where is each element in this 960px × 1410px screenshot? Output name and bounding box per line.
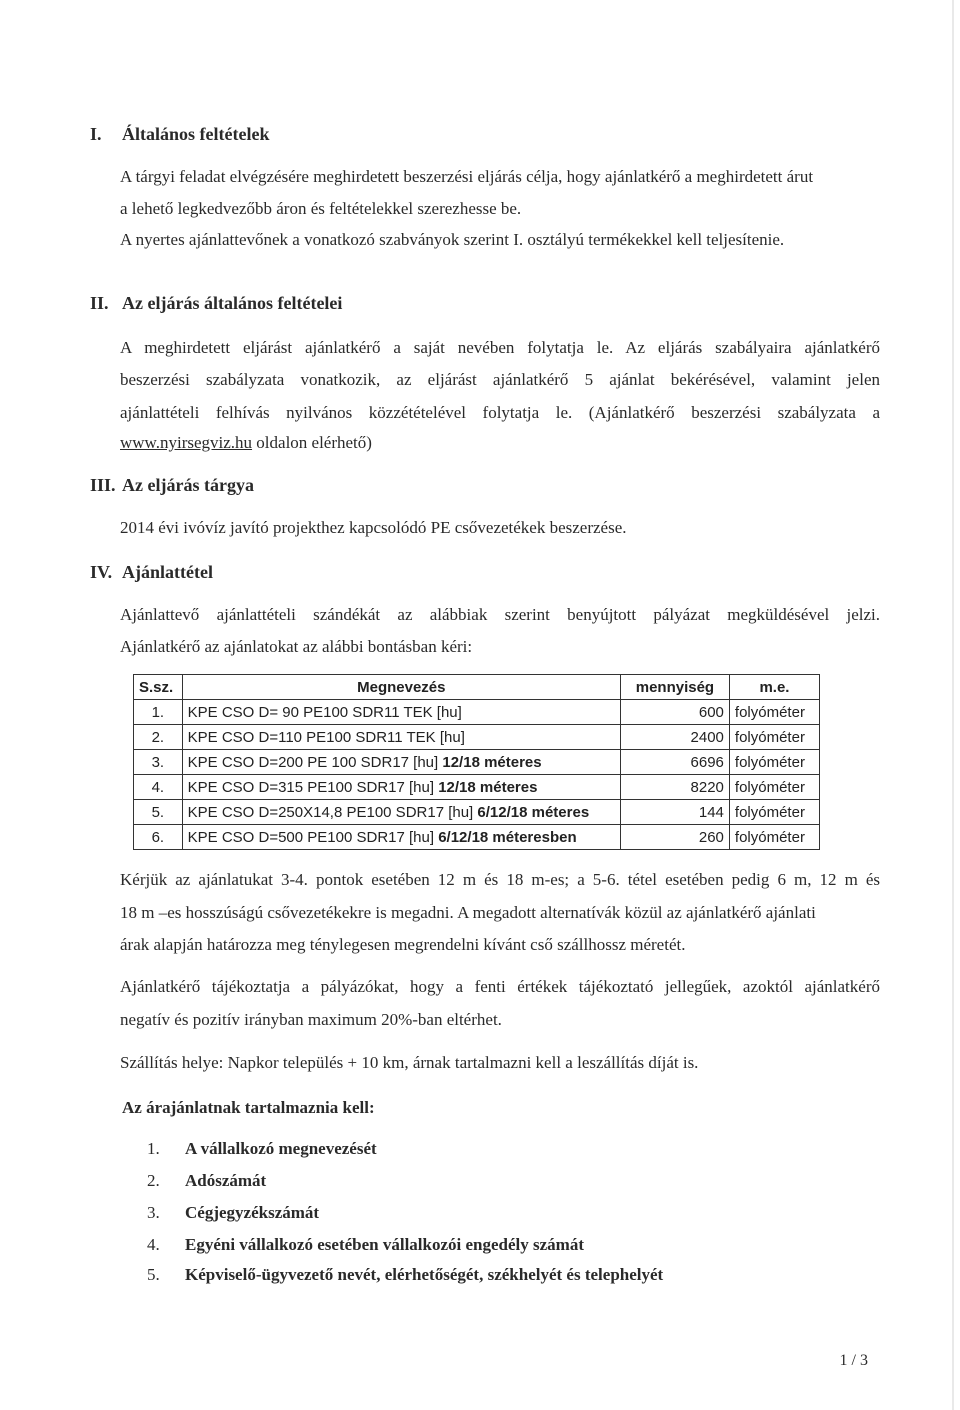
req-text: Cégjegyzékszámát [185,1203,320,1222]
row-name-text: KPE CSO D=315 PE100 SDR17 [hu] [187,778,439,796]
row-qty: 260 [620,825,729,850]
section-4-line-2: Ajánlatkérő az ajánlatokat az alábbi bontásban kéri: [120,637,473,656]
row-no: 6. [134,825,183,850]
req-text: A vállalkozó megnevezését [185,1139,377,1158]
row-name-bold: 12/18 méteres [442,753,542,771]
row-name [182,825,620,850]
row-qty: 144 [620,800,729,825]
row-unit: folyóméter [729,700,819,725]
section-4-line-1: Ajánlattevő ajánlattételi szándékát az alábbiak szerint benyújtott pályázat megküldésével jelzi. [120,605,880,624]
table-row [134,725,820,750]
row-name-text: KPE CSO D=110 PE100 SDR11 TEK [hu] [187,728,465,746]
row-no: 1. [134,700,183,725]
req-text: Egyéni vállalkozó esetében vállalkozói engedély számát [185,1235,584,1254]
row-unit: folyóméter [729,725,819,750]
row-name [182,700,620,725]
requirements-title: Az árajánlatnak tartalmaznia kell: [122,1098,375,1117]
row-unit: folyóméter [729,825,819,850]
req-number: 3. [147,1203,160,1222]
header-qty: mennyiség [620,675,729,700]
row-no: 2. [134,725,183,750]
table-header-row [134,675,820,700]
row-name-text: KPE CSO D= 90 PE100 SDR11 TEK [hu] [187,703,462,721]
section-3-number: III. [90,475,116,495]
row-unit: folyóméter [729,750,819,775]
para-1-line-1: Kérjük az ajánlatukat 3-4. pontok esetében 12 m és 18 m-es; a 5-6. tétel esetében pedig 6 m, 12 m és [120,870,880,889]
website-link[interactable]: www.nyirsegviz.hu [120,433,253,452]
header-name: Megnevezés [182,675,620,700]
section-1-line-1: A tárgyi feladat elvégzésére meghirdetett beszerzési eljárás célja, hogy ajánlatkérő a meghirdetett árut [120,167,814,186]
row-unit: folyóméter [729,775,819,800]
row-name [182,725,620,750]
page-edge [952,0,954,1410]
para-2-line-1: Ajánlatkérő tájékoztatja a pályázókat, hogy a fenti értékek tájékoztató jellegűek, azoktól ajánlatkérő [120,977,880,996]
req-number: 2. [147,1171,160,1190]
section-2-line-1: A meghirdetett eljárást ajánlatkérő a saját nevében folytatja le. Az eljárás szabályaira ajánlatkérő [120,338,880,357]
req-text: Adószámát [185,1171,267,1190]
para-1-line-2: 18 m –es hosszúságú csővezetékekre is megadni. A megadott alternatívák közül az ajánlatkérő ajánlati [120,903,816,922]
row-name [182,775,620,800]
req-number: 1. [147,1139,160,1158]
row-no: 3. [134,750,183,775]
row-name-bold: 6/12/18 méteres [477,803,590,821]
section-3-line-1: 2014 évi ivóvíz javító projekthez kapcsolódó PE csővezetékek beszerzése. [120,518,627,537]
row-name-bold: 6/12/18 méteresben [438,828,577,846]
page-number: 1 / 3 [839,1352,868,1369]
header-unit: m.e. [729,675,819,700]
req-number: 4. [147,1235,160,1254]
row-name-text: KPE CSO D=500 PE100 SDR17 [hu] [187,828,439,846]
para-1-line-3: árak alapján határozza meg ténylegesen megrendelni kívánt cső szállhossz méretét. [120,935,686,954]
req-number: 5. [147,1265,160,1284]
section-1-line-2: a lehető legkedvezőbb áron és feltételekkel szerezhesse be. [120,199,522,218]
row-name [182,800,620,825]
section-2-url-tail: oldalon elérhető) [252,433,372,452]
section-2-line-2: beszerzési szabályzata vonatkozik, az eljárást ajánlatkérő 5 ajánlat bekérésével, valamint jelen [120,370,880,389]
row-qty: 8220 [620,775,729,800]
section-4-title: Ajánlattétel [122,562,213,582]
para-2-line-2: negatív és pozitív irányban maximum 20%-ban eltérhet. [120,1010,502,1029]
row-name-text: KPE CSO D=250X14,8 PE100 SDR17 [hu] [187,803,478,821]
row-unit: folyóméter [729,800,819,825]
row-no: 4. [134,775,183,800]
row-name [182,750,620,775]
section-2-line-3: ajánlattételi felhívás nyilvános közzétételével folytatja le. (Ajánlatkérő beszerzési szabályzata a [120,403,880,422]
row-qty: 600 [620,700,729,725]
table-row [134,800,820,825]
table-row [134,775,820,800]
section-2-line-4 [120,433,372,453]
section-1-line-3: A nyertes ajánlattevőnek a vonatkozó szabványok szerint I. osztályú termékekkel kell teljesítenie. [120,230,785,249]
section-4-number: IV. [90,562,113,582]
row-qty: 2400 [620,725,729,750]
row-no: 5. [134,800,183,825]
row-name-text: KPE CSO D=200 PE 100 SDR17 [hu] [187,753,443,771]
table-row [134,825,820,850]
section-2-title: Az eljárás általános feltételei [122,293,343,313]
section-1-number: I. [90,124,102,144]
section-1-title: Általános feltételek [122,124,270,144]
row-name-bold: 12/18 méteres [438,778,538,796]
table-row [134,750,820,775]
row-qty: 6696 [620,750,729,775]
section-2-number: II. [90,293,109,313]
para-3: Szállítás helye: Napkor település + 10 km, árnak tartalmazni kell a leszállítás díját is. [120,1053,699,1072]
header-no: S.sz. [134,675,183,700]
req-text: Képviselő-ügyvezető nevét, elérhetőségét, székhelyét és telephelyét [185,1265,664,1284]
section-3-title: Az eljárás tárgya [122,475,254,495]
items-table [133,674,820,850]
table-row [134,700,820,725]
